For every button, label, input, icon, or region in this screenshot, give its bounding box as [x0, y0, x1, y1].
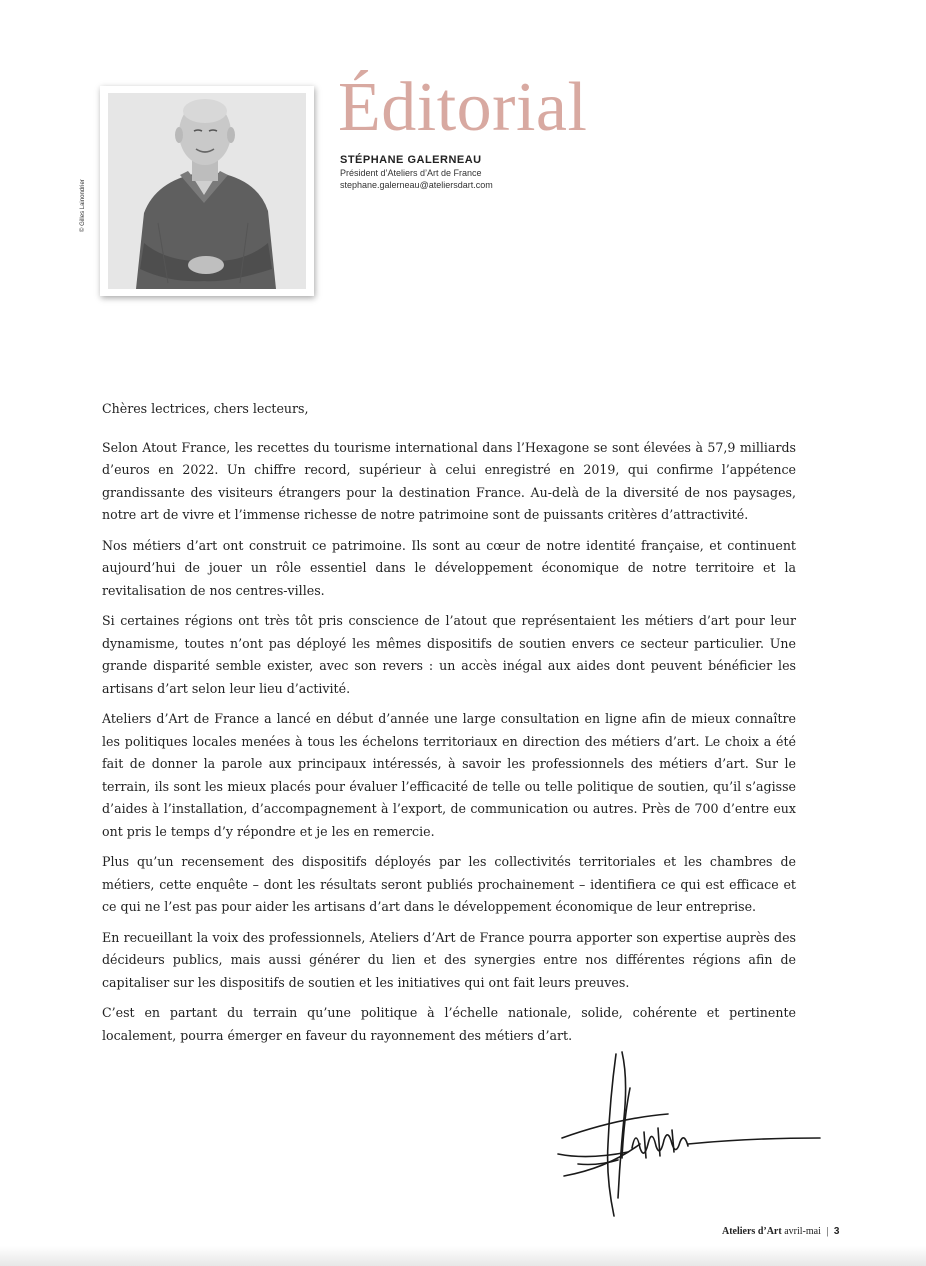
author-email: stephane.galerneau@ateliersdart.com: [340, 180, 493, 190]
signature: [548, 1048, 828, 1228]
page-footer: [722, 1226, 839, 1237]
author-photo: [108, 93, 306, 289]
paragraph: Si certaines régions ont très tôt pris conscience de l’atout que représentaient les métiers d’art pour leur dynamisme, toutes n’ont pas déployé les mêmes dispositifs de soutien envers ce secteur particulier. Une grande disparité semble exister, avec son revers : un accès inégal aux aides dont peuvent bénéficier les artisans d’art selon leur lieu d’activité.: [102, 613, 796, 696]
author-block: [340, 153, 493, 191]
greeting: Chères lectrices, chers lecteurs,: [102, 401, 309, 416]
page-edge-shadow: [0, 1246, 926, 1266]
author-portrait-image: [108, 93, 306, 289]
paragraph: Nos métiers d’art ont construit ce patrimoine. Ils sont au cœur de notre identité française, et continuent aujourd’hui de jouer un rôle essentiel dans le développement économique de notre territoire et la revitalisation de nos centres-villes.: [102, 537, 796, 598]
paragraph: Ateliers d’Art de France a lancé en début d’année une large consultation en ligne afin de mieux connaître les politiques locales menées à tous les échelons territoriaux en direction des métiers d’art. Le choix a été fait de donner la parole aux principaux intéressés, à savoir les professionnels des métiers d’art. Sur le terrain, ils sont les mieux placés pour évaluer l’efficacité de telle ou telle politique de soutien, qu’il s’agisse d’aides à l’installation, d’accompagnement à l’export, de communication ou autres. Près de 700 d’entre eux ont pris le temps d’y répondre et je les en remercie.: [102, 711, 796, 839]
footer-brand: Ateliers d’Art: [722, 1226, 782, 1237]
paragraph: C’est en partant du terrain qu’une politique à l’échelle nationale, solide, cohérente et pertinente localement, pourra émerger en faveur du rayonnement des métiers d’art.: [102, 1005, 796, 1043]
paragraph: Plus qu’un recensement des dispositifs déployés par les collectivités territoriales et les chambres de métiers, cette enquête – dont les résultats seront publiés prochainement – identifiera ce qui est efficace et ce qui ne l’est pas pour aider les artisans d’art dans le développement économique de leur entreprise.: [102, 854, 796, 914]
footer-issue: avril-mai: [784, 1226, 821, 1237]
paragraph: Selon Atout France, les recettes du tourisme international dans l’Hexagone se sont élevées à 57,9 milliards d’euros en 2022. Un chiffre record, supérieur à celui enregistré en 2019, qui confirme l’appétence grandissante des visiteurs étrangers pour la destination France. Au-delà de la diversité de nos paysages, notre art de vivre et l’immense richesse de notre patrimoine sont de puissants critères d’attractivité.: [102, 439, 796, 522]
paragraph: En recueillant la voix des professionnels, Ateliers d’Art de France pourra apporter son expertise auprès des décideurs publics, mais aussi générer du lien et des synergies entre nos différentes régions afin de capitaliser sur les dispositifs de soutien et les initiatives qui ont fait leurs preuves.: [102, 929, 796, 990]
editorial-body: [102, 398, 796, 1055]
author-name: STÉPHANE GALERNEAU: [340, 154, 482, 166]
page-number: 3: [833, 1226, 840, 1237]
footer-separator: |: [826, 1226, 829, 1237]
signature-image: [548, 1048, 828, 1228]
author-role: Président d’Ateliers d’Art de France: [340, 168, 482, 178]
author-photo-frame: [100, 86, 314, 296]
page-title: Éditorial: [338, 69, 588, 146]
photo-credit: © Gilles Lainondrier: [80, 179, 86, 232]
